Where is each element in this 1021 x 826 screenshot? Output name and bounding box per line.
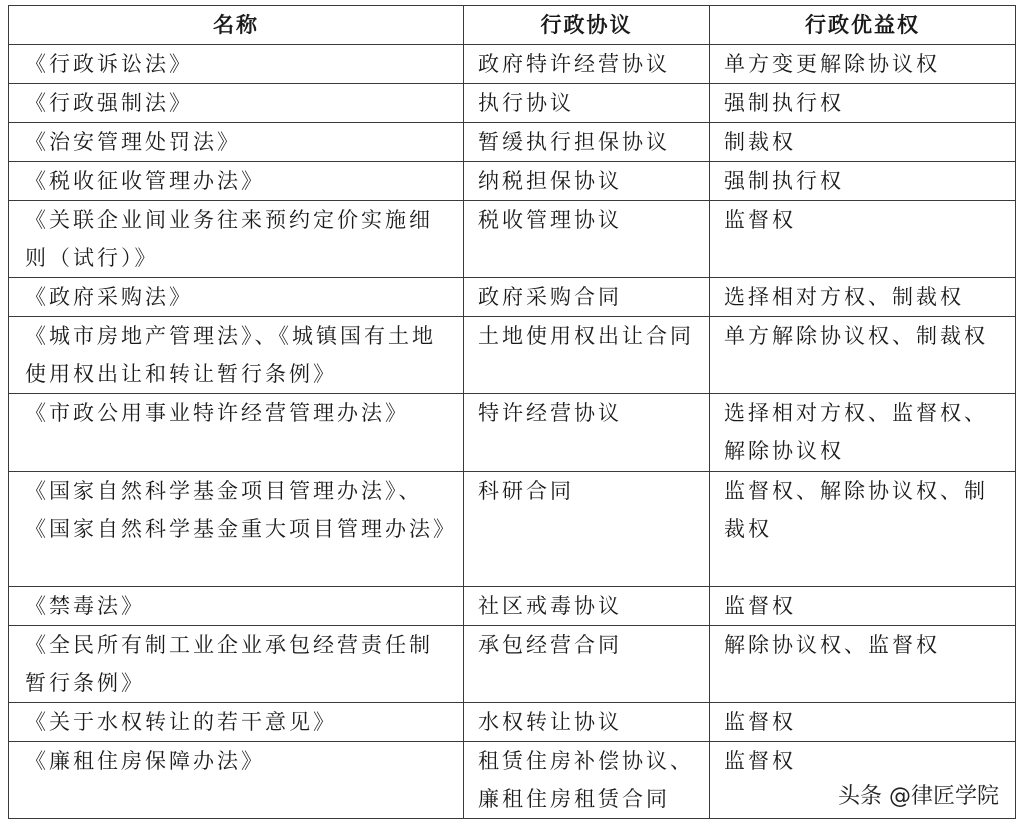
cell-law-name: 《治安管理处罚法》 — [9, 123, 464, 162]
cell-agreement: 政府特许经营协议 — [464, 45, 710, 84]
cell-agreement: 土地使用权出让合同 — [464, 317, 710, 394]
cell-agreement: 水权转让协议 — [464, 703, 710, 742]
table-row — [9, 703, 1016, 742]
table-header-row — [9, 6, 1016, 45]
table-row — [9, 472, 1016, 587]
table-row — [9, 123, 1016, 162]
cell-law-name: 《全民所有制工业企业承包经营责任制暂行条例》 — [9, 626, 464, 703]
cell-privilege: 制裁权 — [710, 123, 1016, 162]
cell-privilege: 选择相对方权、制裁权 — [710, 278, 1016, 317]
cell-law-name: 《城市房地产管理法》、《城镇国有土地使用权出让和转让暂行条例》 — [9, 317, 464, 394]
cell-agreement: 纳税担保协议 — [464, 162, 710, 201]
cell-law-name: 《廉租住房保障办法》 — [9, 742, 464, 819]
table-row — [9, 45, 1016, 84]
table-row — [9, 84, 1016, 123]
header-privilege: 行政优益权 — [710, 6, 1016, 45]
table-row — [9, 317, 1016, 394]
watermark: 头条 @律匠学院 — [838, 779, 999, 810]
cell-privilege: 强制执行权 — [710, 84, 1016, 123]
cell-privilege: 监督权 — [710, 742, 1016, 819]
table-row — [9, 626, 1016, 703]
table-row — [9, 201, 1016, 278]
cell-privilege: 选择相对方权、监督权、解除协议权 — [710, 394, 1016, 472]
cell-agreement: 税收管理协议 — [464, 201, 710, 278]
cell-privilege: 单方变更解除协议权 — [710, 45, 1016, 84]
cell-agreement: 租赁住房补偿协议、廉租住房租赁合同 — [464, 742, 710, 819]
cell-privilege: 解除协议权、监督权 — [710, 626, 1016, 703]
cell-law-name: 《行政诉讼法》 — [9, 45, 464, 84]
header-agreement: 行政协议 — [464, 6, 710, 45]
cell-law-name: 《税收征收管理办法》 — [9, 162, 464, 201]
cell-law-name: 《关联企业间业务往来预约定价实施细则（试行）》 — [9, 201, 464, 278]
cell-agreement: 执行协议 — [464, 84, 710, 123]
cell-law-name: 《关于水权转让的若干意见》 — [9, 703, 464, 742]
cell-privilege: 单方解除协议权、制裁权 — [710, 317, 1016, 394]
cell-agreement: 社区戒毒协议 — [464, 587, 710, 626]
table-row — [9, 162, 1016, 201]
cell-agreement: 暂缓执行担保协议 — [464, 123, 710, 162]
table-row — [9, 394, 1016, 472]
table-row — [9, 587, 1016, 626]
cell-law-name: 《行政强制法》 — [9, 84, 464, 123]
cell-privilege: 监督权 — [710, 587, 1016, 626]
cell-agreement: 政府采购合同 — [464, 278, 710, 317]
header-name: 名称 — [9, 6, 464, 45]
cell-law-name: 《禁毒法》 — [9, 587, 464, 626]
cell-law-name: 《市政公用事业特许经营管理办法》 — [9, 394, 464, 472]
cell-agreement: 特许经营协议 — [464, 394, 710, 472]
law-agreement-table — [8, 5, 1016, 819]
cell-law-name: 《国家自然科学基金项目管理办法》、《国家自然科学基金重大项目管理办法》 — [9, 472, 464, 587]
cell-privilege: 监督权 — [710, 703, 1016, 742]
cell-privilege: 监督权、解除协议权、制裁权 — [710, 472, 1016, 587]
cell-privilege: 监督权 — [710, 201, 1016, 278]
cell-agreement: 科研合同 — [464, 472, 710, 587]
cell-agreement: 承包经营合同 — [464, 626, 710, 703]
table-row — [9, 278, 1016, 317]
cell-privilege: 强制执行权 — [710, 162, 1016, 201]
cell-law-name: 《政府采购法》 — [9, 278, 464, 317]
